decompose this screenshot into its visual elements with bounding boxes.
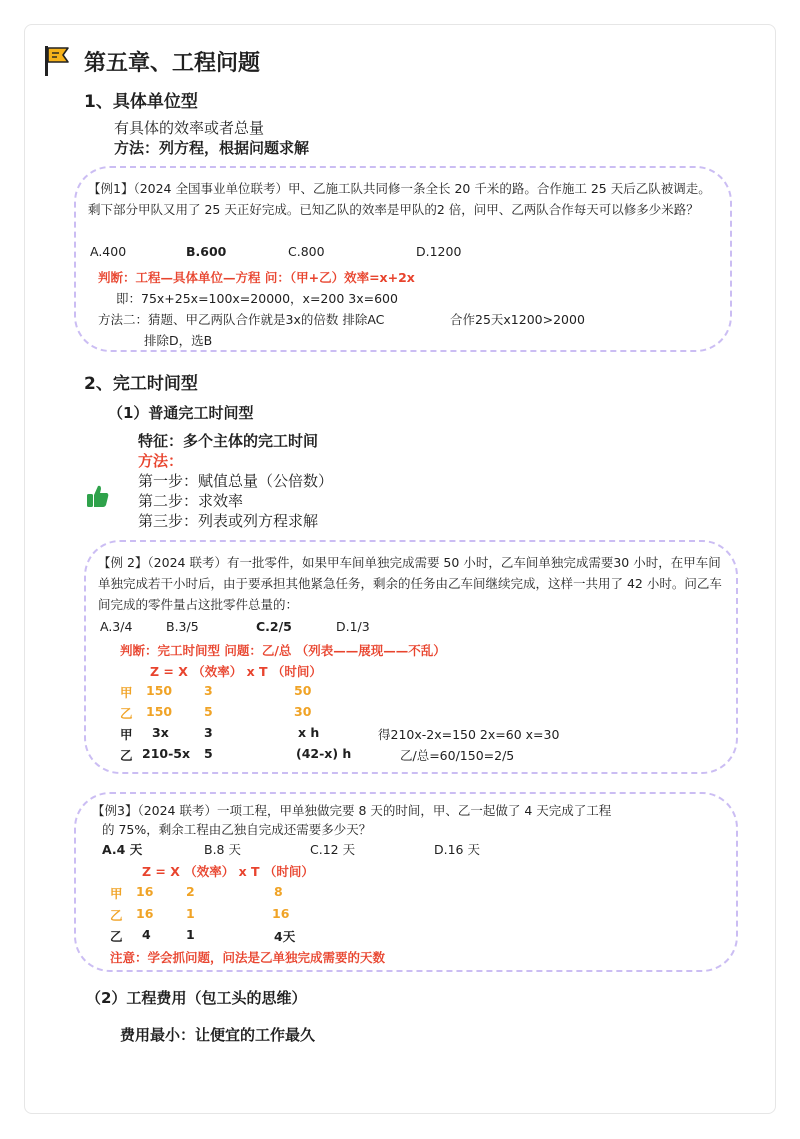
ex2-option-c: C.2/5 bbox=[256, 619, 292, 634]
ex2-row4-subject: 乙 bbox=[120, 748, 133, 763]
chapter-title: 第五章、工程问题 bbox=[84, 51, 261, 76]
ex3-option-b: B.8 天 bbox=[204, 842, 241, 857]
ex3-row2-total: 16 bbox=[136, 906, 154, 921]
ex1-option-c: C.800 bbox=[288, 244, 325, 259]
ex3-row3-rate: 1 bbox=[186, 927, 195, 942]
ex3-option-a: A.4 天 bbox=[102, 842, 143, 857]
ex2-row2-time: 30 bbox=[294, 704, 312, 719]
ex3-row1-rate: 2 bbox=[186, 884, 195, 899]
section-1-method: 方法：列方程，根据问题求解 bbox=[114, 139, 310, 157]
example-2-formula: Z = X （效率） x T （时间） bbox=[150, 664, 322, 679]
ex2-row3-rate: 3 bbox=[204, 725, 213, 740]
ex1-option-b: B.600 bbox=[186, 244, 227, 259]
ex3-row1-total: 16 bbox=[136, 884, 154, 899]
step-3: 第三步：列表或列方程求解 bbox=[138, 512, 319, 530]
ex3-row3-total: 4 bbox=[142, 927, 151, 942]
example-3-formula: Z = X （效率） x T （时间） bbox=[142, 864, 314, 879]
ex2-option-b: B.3/5 bbox=[166, 619, 199, 634]
flag-icon bbox=[42, 44, 72, 78]
ex3-row2-subject: 乙 bbox=[110, 908, 123, 923]
ex3-row2-rate: 1 bbox=[186, 906, 195, 921]
ex2-row3-subject: 甲 bbox=[120, 727, 133, 742]
example-1-calc: 即：75x+25x=100x=20000，x=200 3x=600 bbox=[116, 291, 398, 306]
example-2-judgement: 判断：完工时间型 问题：乙/总 （列表——展现——不乱） bbox=[120, 643, 446, 658]
example-2-text: 【例 2】（2024 联考）有一批零件，如果甲车间单独完成需要 50 小时，乙车间单独完成需要30 小时，在甲车间单独完成若干小时后，由于要承担其他紧急任务，剩余的任务由乙车间继续完成，这样一共用了 42 小时。问乙车间完成的零件量占这批零件总量的： bbox=[98, 555, 722, 612]
example-3-note: 注意：学会抓问题，问法是乙单独完成需要的天数 bbox=[110, 950, 386, 965]
thumbs-up-icon bbox=[86, 483, 110, 509]
ex2-solve-2: 乙/总=60/150=2/5 bbox=[400, 748, 515, 763]
example-3-text-2: 的 75%，剩余工程由乙独自完成还需要多少天？ bbox=[102, 822, 372, 837]
ex2-solve-1: 得210x-2x=150 2x=60 x=30 bbox=[378, 727, 560, 742]
example-1-alt2: 排除D，选B bbox=[144, 333, 213, 348]
ex3-option-d: D.16 天 bbox=[434, 842, 480, 857]
section-1-heading: 1、具体单位型 bbox=[84, 92, 198, 112]
ex2-row3-time: x h bbox=[298, 725, 320, 740]
ex3-row1-subject: 甲 bbox=[110, 886, 123, 901]
feature-text: 特征：多个主体的完工时间 bbox=[138, 432, 319, 450]
section-2-sub2: （2）工程费用（包工头的思维） bbox=[86, 989, 307, 1007]
ex2-row1-subject: 甲 bbox=[120, 685, 133, 700]
ex3-row2-time: 16 bbox=[272, 906, 290, 921]
ex2-option-a: A.3/4 bbox=[100, 619, 133, 634]
example-1-alt1: 方法二：猜题、甲乙两队合作就是3x的倍数 排除AC bbox=[98, 312, 385, 327]
ex1-option-d: D.1200 bbox=[416, 244, 462, 259]
cost-rule: 费用最小：让便宜的工作最久 bbox=[120, 1026, 316, 1044]
ex2-row3-total: 3x bbox=[152, 725, 169, 740]
ex2-row2-rate: 5 bbox=[204, 704, 213, 719]
ex2-row4-total: 210-5x bbox=[142, 746, 191, 761]
ex3-option-c: C.12 天 bbox=[310, 842, 356, 857]
example-3-text-1: 【例3】（2024 联考）一项工程，甲单独做完要 8 天的时间，甲、乙一起做了 4 天完成了工程 bbox=[92, 803, 612, 818]
ex2-row1-time: 50 bbox=[294, 683, 312, 698]
example-1-text: 【例1】（2024 全国事业单位联考）甲、乙施工队共同修一条全长 20 千米的路。合作施工 25 天后乙队被调走。剩下部分甲队又用了 25 天正好完成。已知乙队的效率是甲队的2 倍，问甲、乙两队合作每天可以修多少米路？ bbox=[88, 181, 711, 217]
example-3-box bbox=[74, 792, 738, 972]
example-1-judgement: 判断：工程—具体单位—方程 问：（甲+乙）效率=x+2x bbox=[98, 270, 415, 285]
section-1-desc: 有具体的效率或者总量 bbox=[114, 119, 265, 137]
ex2-row1-rate: 3 bbox=[204, 683, 213, 698]
section-2-heading: 2、完工时间型 bbox=[84, 374, 198, 394]
section-2-sub1: （1）普通完工时间型 bbox=[108, 404, 254, 422]
example-1-alt1b: 合作25天x1200>2000 bbox=[450, 312, 585, 327]
step-2: 第二步：求效率 bbox=[138, 492, 244, 510]
ex2-row1-total: 150 bbox=[146, 683, 173, 698]
ex2-row2-total: 150 bbox=[146, 704, 173, 719]
ex3-row3-subject: 乙 bbox=[110, 929, 123, 944]
ex2-row2-subject: 乙 bbox=[120, 706, 133, 721]
ex2-row4-time: (42-x) h bbox=[296, 746, 352, 761]
method-label: 方法： bbox=[138, 452, 184, 470]
step-1: 第一步：赋值总量（公倍数） bbox=[138, 472, 334, 490]
ex3-row1-time: 8 bbox=[274, 884, 283, 899]
ex3-row3-time: 4天 bbox=[274, 929, 296, 944]
ex2-option-d: D.1/3 bbox=[336, 619, 370, 634]
ex1-option-a: A.400 bbox=[90, 244, 127, 259]
ex2-row4-rate: 5 bbox=[204, 746, 213, 761]
